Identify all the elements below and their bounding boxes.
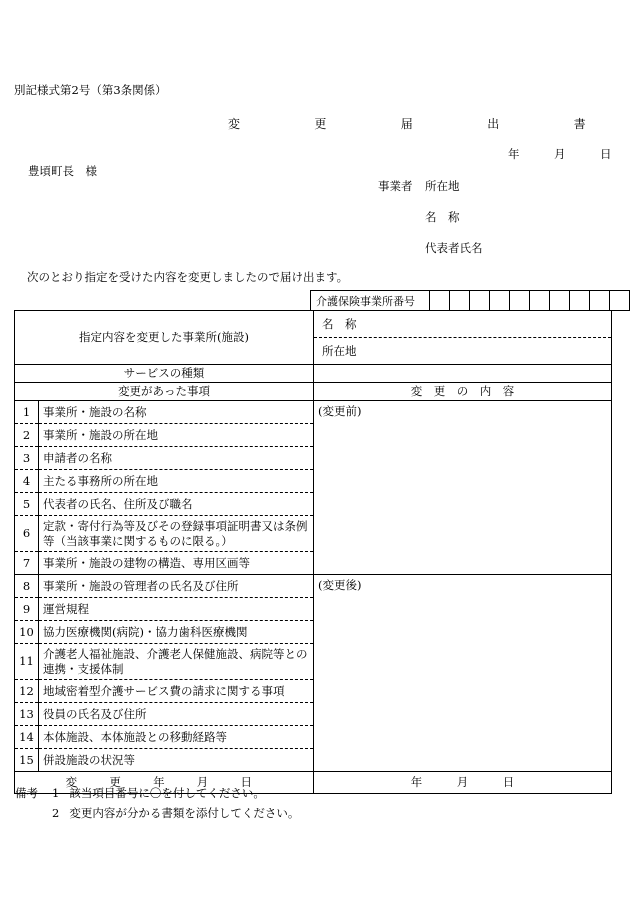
before-change-label: (変更前) xyxy=(318,404,362,418)
item-text: 申請者の名称 xyxy=(39,447,314,470)
office-number-label: 介護保険事業所番号 xyxy=(311,291,430,311)
remark-number: 2 xyxy=(52,806,60,820)
item-number[interactable]: 10 xyxy=(15,621,39,644)
service-type-field[interactable] xyxy=(314,365,612,383)
applicant-address-label: 所在地 xyxy=(425,179,460,193)
item-number[interactable]: 15 xyxy=(15,749,39,772)
item-number[interactable]: 12 xyxy=(15,680,39,703)
item-text: 本体施設、本体施設との移動経路等 xyxy=(39,726,314,749)
office-number-digit[interactable] xyxy=(489,291,509,311)
item-text: 役員の氏名及び住所 xyxy=(39,703,314,726)
item-text: 介護老人福祉施設、介護老人保健施設、病院等との連携・支援体制 xyxy=(39,644,314,680)
item-text: 併設施設の状況等 xyxy=(39,749,314,772)
facility-address-label: 所在地 xyxy=(322,343,357,358)
office-number-digit[interactable] xyxy=(589,291,609,311)
item-number[interactable]: 11 xyxy=(15,644,39,680)
after-change-field[interactable] xyxy=(314,575,612,772)
remarks-label: 備考 xyxy=(15,786,38,800)
submission-date: 年 月 日 xyxy=(508,147,612,161)
remark-text: 変更内容が分かる書類を添付してください。 xyxy=(69,806,300,820)
service-type-label: サービスの種類 xyxy=(15,365,314,383)
intro-text: 次のとおり指定を受けた内容を変更しましたので届け出ます。 xyxy=(27,270,349,284)
applicant-name-label: 名 称 xyxy=(425,210,460,224)
item-text: 事業所・施設の管理者の氏名及び住所 xyxy=(39,575,314,598)
facility-name-field[interactable] xyxy=(314,311,612,338)
item-text: 運営規程 xyxy=(39,598,314,621)
item-text: 主たる事務所の所在地 xyxy=(39,470,314,493)
office-number-digit[interactable] xyxy=(549,291,569,311)
after-change-label: (変更後) xyxy=(318,578,362,592)
office-number-digit[interactable] xyxy=(609,291,629,311)
change-date-label: 変 更 年 月 日 xyxy=(15,772,314,794)
facility-address-field[interactable] xyxy=(314,338,612,365)
item-text: 協力医療機関(病院)・協力歯科医療機関 xyxy=(39,621,314,644)
item-number[interactable]: 2 xyxy=(15,424,39,447)
change-notification-table xyxy=(14,310,612,794)
item-number[interactable]: 6 xyxy=(15,516,39,552)
form-reference: 別記様式第2号（第3条関係） xyxy=(14,83,167,97)
office-number-table xyxy=(310,290,630,311)
change-content-header: 変 更 の 内 容 xyxy=(314,383,612,401)
facility-name-label: 名 称 xyxy=(322,316,357,331)
item-number[interactable]: 8 xyxy=(15,575,39,598)
before-change-field[interactable] xyxy=(314,401,612,575)
item-text: 事業所・施設の建物の構造、専用区画等 xyxy=(39,552,314,575)
item-number[interactable]: 1 xyxy=(15,401,39,424)
office-number-digit[interactable] xyxy=(429,291,449,311)
item-number[interactable]: 5 xyxy=(15,493,39,516)
item-number[interactable]: 14 xyxy=(15,726,39,749)
item-number[interactable]: 7 xyxy=(15,552,39,575)
remark-number: 1 xyxy=(52,786,60,800)
office-number-digit[interactable] xyxy=(449,291,469,311)
office-number-digit[interactable] xyxy=(509,291,529,311)
document-title: 変 更 届 出 書 xyxy=(228,117,617,131)
item-number[interactable]: 4 xyxy=(15,470,39,493)
item-number[interactable]: 3 xyxy=(15,447,39,470)
applicant-representative-label: 代表者氏名 xyxy=(425,241,483,255)
item-text: 地域密着型介護サービス費の請求に関する事項 xyxy=(39,680,314,703)
office-number-digit[interactable] xyxy=(469,291,489,311)
office-number-digit[interactable] xyxy=(569,291,589,311)
change-date-field[interactable]: 年 月 日 xyxy=(314,772,612,794)
item-number[interactable]: 9 xyxy=(15,598,39,621)
applicant-label: 事業者 xyxy=(378,179,413,193)
remark-2 xyxy=(52,805,299,821)
item-text: 事業所・施設の名称 xyxy=(39,401,314,424)
item-text: 事業所・施設の所在地 xyxy=(39,424,314,447)
item-text: 定款・寄付行為等及びその登録事項証明書又は条例等（当該事業に関するものに限る。） xyxy=(39,516,314,552)
remark-1 xyxy=(15,785,265,801)
item-text: 代表者の氏名、住所及び職名 xyxy=(39,493,314,516)
remark-text: 該当項目番号に〇を付してください。 xyxy=(69,786,265,800)
office-number-digit[interactable] xyxy=(529,291,549,311)
changed-items-header: 変更があった事項 xyxy=(15,383,314,401)
facility-label: 指定内容を変更した事業所(施設) xyxy=(15,311,314,365)
addressee: 豊頃町長 様 xyxy=(28,164,97,178)
item-number[interactable]: 13 xyxy=(15,703,39,726)
